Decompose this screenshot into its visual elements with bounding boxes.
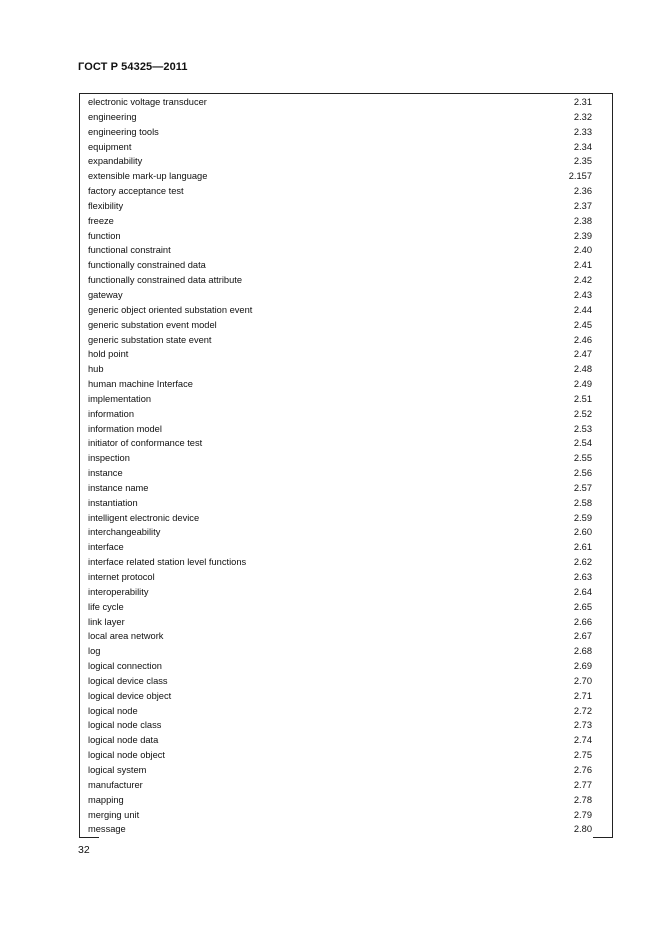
term-cell: implementation: [88, 393, 152, 404]
term-cell: logical connection: [88, 661, 162, 672]
table-row: [80, 822, 612, 837]
table-row: [80, 214, 612, 229]
table-row: [80, 243, 612, 258]
table-row: [80, 125, 612, 140]
clause-reference-cell: 2.38: [573, 215, 592, 226]
term-cell: intelligent electronic device: [88, 512, 200, 523]
term-cell: instance name: [88, 482, 149, 493]
clause-reference-cell: 2.65: [573, 601, 592, 612]
term-cell: logical node: [88, 705, 138, 716]
term-cell: instance: [88, 468, 123, 479]
clause-reference-cell: 2.51: [573, 393, 592, 404]
term-cell: functionally constrained data: [88, 260, 206, 271]
term-cell: information: [88, 408, 134, 419]
table-row: [80, 748, 612, 763]
table-row: [80, 333, 612, 348]
term-cell: expandability: [88, 156, 143, 167]
table-row: [80, 570, 612, 585]
table-row: [80, 95, 612, 110]
table-row: [80, 199, 612, 214]
table-row: [80, 481, 612, 496]
term-cell: logical device class: [88, 675, 168, 686]
table-row: [80, 600, 612, 615]
clause-reference-cell: 2.40: [573, 245, 592, 256]
term-cell: interface: [88, 542, 124, 553]
clause-reference-cell: 2.37: [573, 200, 592, 211]
clause-reference-cell: 2.71: [573, 690, 592, 701]
table-row: [80, 303, 612, 318]
clause-reference-cell: 2.74: [573, 735, 592, 746]
clause-reference-cell: 2.42: [573, 275, 592, 286]
clause-reference-cell: 2.59: [573, 512, 592, 523]
table-row: [80, 273, 612, 288]
table-row: [80, 689, 612, 704]
clause-reference-cell: 2.46: [573, 334, 592, 345]
term-cell: logical device object: [88, 690, 172, 701]
term-cell: instantiation: [88, 497, 138, 508]
term-cell: freeze: [88, 215, 114, 226]
clause-reference-cell: 2.33: [573, 126, 592, 137]
term-cell: inspection: [88, 453, 130, 464]
table-row: [80, 555, 612, 570]
term-cell: logical node data: [88, 735, 159, 746]
term-cell: internet protocol: [88, 572, 155, 582]
term-cell: logical node object: [88, 750, 166, 761]
table-row: [80, 540, 612, 555]
table-row: [80, 318, 612, 333]
clause-reference-cell: 2.31: [573, 97, 592, 107]
clause-reference-cell: 2.55: [573, 453, 592, 464]
clause-reference-cell: 2.57: [573, 482, 592, 493]
table-row: [80, 496, 612, 511]
table-row: [80, 169, 612, 184]
clause-reference-cell: 2.70: [573, 675, 592, 686]
term-cell: functional constraint: [88, 245, 171, 256]
clause-reference-cell: 2.52: [573, 408, 592, 419]
term-cell: manufacturer: [88, 779, 143, 790]
clause-reference-cell: 2.35: [573, 156, 592, 167]
table-row: [80, 288, 612, 303]
term-cell: generic substation event model: [88, 319, 217, 330]
clause-reference-cell: 2.67: [573, 631, 592, 642]
term-cell: generic substation state event: [88, 334, 212, 345]
term-cell: log: [88, 646, 101, 657]
table-row: [80, 407, 612, 422]
clause-reference-cell: 2.41: [573, 260, 592, 271]
table-row: [80, 629, 612, 644]
clause-reference-cell: 2.48: [573, 364, 592, 375]
clause-reference-cell: 2.73: [573, 720, 592, 731]
table-row: [80, 778, 612, 793]
table-row: [80, 422, 612, 437]
term-index-rows: [80, 94, 612, 837]
table-row: [80, 808, 612, 823]
clause-reference-cell: 2.58: [573, 497, 592, 508]
clause-reference-cell: 2.56: [573, 468, 592, 479]
term-cell: mapping: [88, 794, 124, 805]
term-cell: generic object oriented substation event: [88, 304, 253, 315]
clause-reference-cell: 2.64: [573, 586, 592, 597]
clause-reference-cell: 2.34: [573, 141, 592, 152]
table-row: [80, 140, 612, 155]
clause-reference-cell: 2.61: [573, 542, 592, 553]
table-row: [80, 525, 612, 540]
term-cell: engineering tools: [88, 126, 159, 137]
clause-reference-cell: 2.44: [573, 304, 592, 315]
clause-reference-cell: 2.43: [573, 289, 592, 300]
clause-reference-cell: 2.66: [573, 616, 592, 627]
table-row: [80, 733, 612, 748]
table-row: [80, 347, 612, 362]
clause-reference-cell: 2.47: [573, 349, 592, 360]
clause-reference-cell: 2.53: [573, 423, 592, 434]
term-cell: information model: [88, 423, 162, 434]
clause-reference-cell: 2.60: [573, 527, 592, 538]
clause-reference-cell: 2.76: [573, 764, 592, 775]
clause-reference-cell: 2.77: [573, 779, 592, 790]
table-row: [80, 377, 612, 392]
term-index-table: [79, 93, 613, 837]
document-header-title: ГОСТ Р 54325—2011: [78, 61, 188, 73]
clause-reference-cell: 2.68: [573, 646, 592, 657]
term-cell: message: [88, 824, 126, 835]
table-row: [80, 763, 612, 778]
table-row: [80, 110, 612, 125]
term-cell: hub: [88, 364, 104, 375]
table-row: [80, 704, 612, 719]
term-cell: initiator of conformance test: [88, 438, 203, 449]
term-cell: interface related station level functions: [88, 557, 247, 568]
term-cell: logical node class: [88, 720, 162, 731]
term-cell: logical system: [88, 764, 147, 775]
clause-reference-cell: 2.39: [573, 230, 592, 241]
clause-reference-cell: 2.32: [573, 111, 592, 122]
table-row: [80, 644, 612, 659]
table-row: [80, 436, 612, 451]
term-cell: link layer: [88, 616, 125, 627]
clause-reference-cell: 2.49: [573, 379, 592, 390]
term-cell: function: [88, 230, 121, 241]
term-cell: gateway: [88, 289, 123, 300]
term-cell: interoperability: [88, 586, 149, 597]
clause-reference-cell: 2.78: [573, 794, 592, 805]
table-row: [80, 451, 612, 466]
term-cell: equipment: [88, 141, 132, 152]
table-row: [80, 392, 612, 407]
term-cell: flexibility: [88, 200, 124, 211]
term-cell: functionally constrained data attribute: [88, 275, 243, 286]
clause-reference-cell: 2.75: [573, 750, 592, 761]
table-row: [80, 585, 612, 600]
clause-reference-cell: 2.157: [568, 171, 592, 182]
table-row: [80, 466, 612, 481]
table-row: [80, 154, 612, 169]
table-row: [80, 793, 612, 808]
table-row: [80, 659, 612, 674]
term-cell: electronic voltage transducer: [88, 97, 207, 107]
clause-reference-cell: 2.36: [573, 186, 592, 197]
term-cell: extensible mark-up language: [88, 171, 208, 182]
table-row: [80, 674, 612, 689]
term-cell: hold point: [88, 349, 129, 360]
term-cell: factory acceptance test: [88, 186, 184, 197]
table-row: [80, 362, 612, 377]
table-row: [80, 615, 612, 630]
term-cell: life cycle: [88, 601, 124, 612]
clause-reference-cell: 2.54: [573, 438, 592, 449]
clause-reference-cell: 2.63: [573, 572, 592, 582]
clause-reference-cell: 2.79: [573, 809, 592, 820]
clause-reference-cell: 2.45: [573, 319, 592, 330]
term-cell: merging unit: [88, 809, 140, 820]
table-row: [80, 184, 612, 199]
clause-reference-cell: 2.72: [573, 705, 592, 716]
clause-reference-cell: 2.69: [573, 661, 592, 672]
table-row: [80, 258, 612, 273]
term-cell: human machine Interface: [88, 379, 193, 390]
table-row: [80, 229, 612, 244]
clause-reference-cell: 2.80: [573, 824, 592, 835]
term-cell: local area network: [88, 631, 164, 642]
term-cell: interchangeability: [88, 527, 161, 538]
table-row: [80, 511, 612, 526]
term-cell: engineering: [88, 111, 137, 122]
clause-reference-cell: 2.62: [573, 557, 592, 568]
table-row: [80, 718, 612, 733]
page-number: 32: [78, 844, 90, 856]
